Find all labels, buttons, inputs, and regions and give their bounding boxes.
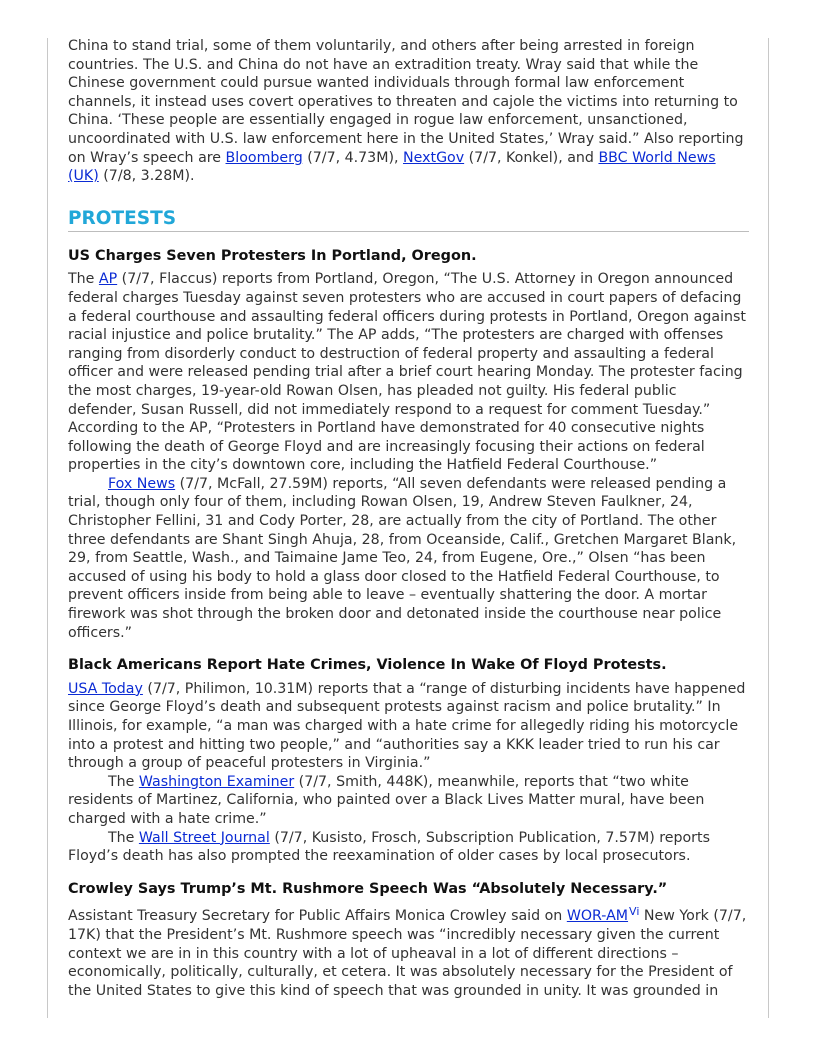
fox-news-link[interactable]: Fox News	[108, 475, 176, 492]
wall-street-journal-link[interactable]: Wall Street Journal	[138, 829, 270, 846]
story-title: US Charges Seven Protesters In Portland, Oregon.	[68, 247, 477, 264]
washington-examiner-link[interactable]: Washington Examiner	[138, 773, 295, 790]
page-border-left	[47, 38, 48, 1018]
nextgov-link[interactable]: NextGov	[403, 149, 465, 166]
story-paragraph: The AP (7/7, Flaccus) reports from Portland, Oregon, “The U.S. Attorney in Oregon announced federal charges Tuesday against seven protesters who are accused in court papers of defacing a federal courthouse and assaulting federal officers during protests in Portland, Oregon against racial injustice and police brutality.” The AP adds, “The protesters are charged with offenses ranging from disorderly conduct to destruction of federal property and assaulting a federal officer and were released pending trial after a brief court hearing Monday. The protester facing the most charges, 19-year-old Rowan Olsen, has pleaded not guilty. His federal public defender, Susan Russell, did not immediately respond to a request for comment Tuesday.” According to the AP, “Protesters in Portland have demonstrated for 40 consecutive nights following the death of George Floyd and are increasingly focusing their actions on federal properties in the city’s downtown core, including the Hatfield Federal Courthouse.”	[68, 271, 746, 474]
ap-link[interactable]: AP	[98, 271, 118, 288]
wor-am-link[interactable]: WOR-AM	[566, 908, 629, 925]
usa-today-link[interactable]: USA Today	[68, 680, 143, 697]
video-marker[interactable]: Vi	[629, 905, 640, 919]
bloomberg-link[interactable]: Bloomberg	[225, 149, 303, 166]
story-paragraph: Fox News (7/7, McFall, 27.59M) reports, “All seven defendants were released pending a trial, though only four of them, including Rowan Olsen, 19, Andrew Steven Faulkner, 24, Christopher Fellini, 31 and Cody Porter, 28, are actually from the city of Portland. The other three defendants are Shant Singh Ahuja, 28, from Oceanside, Calif., Gretchen Margaret Blank, 29, from Seattle, Wash., and Taimaine Jame Teo, 24, from Eugene, Ore.,” Olsen “has been accused of using his body to hold a glass door closed to the Hatfield Federal Courthouse, to prevent officers inside from being able to leave – eventually shattering the door. A mortar firework was shot through the broken door and detonated inside the courthouse near police officers.”	[68, 475, 737, 641]
section-title-protests: PROTESTS	[68, 208, 749, 232]
story-title: Crowley Says Trump’s Mt. Rushmore Speech Was “Absolutely Necessary.”	[68, 880, 668, 897]
story-paragraph: Assistant Treasury Secretary for Public Affairs Monica Crowley said on WOR-$AM^{Vi}$ New York (7/7, 17K) that the President’s Mt. Rushmore speech was “incredibly necessary given the current context we are in in this country with a lot of upheaval in a lot of different directions – economically, politically, culturally, et cetera. It was absolutely necessary for the President of the United States to give this kind of speech that was grounded in unity. It was grounded in	[68, 905, 747, 999]
document-content	[68, 37, 749, 1000]
page-border-right	[768, 38, 769, 1018]
bbc-world-news-link[interactable]: BBC World News (UK)	[68, 149, 716, 185]
story-paragraph: The Washington Examiner (7/7, Smith, 448K), meanwhile, reports that “two white residents of Martinez, California, who painted over a Black Lives Matter mural, have been charged with a hate crime.”	[68, 773, 705, 827]
story-paragraph: The Wall Street Journal (7/7, Kusisto, Frosch, Subscription Publication, 7.57M) reports Floyd’s death has also prompted the reexamination of older cases by local prosecutors.	[68, 829, 710, 865]
intro-paragraph: China to stand trial, some of them voluntarily, and others after being arrested in foreign countries. The U.S. and China do not have an extradition treaty. Wray said that while the Chinese government could pursue wanted individuals through formal law enforcement channels, it instead uses covert operatives to threaten and cajole the victims into returning to China. ‘These people are essentially engaged in rogue law enforcement, unsanctioned, uncoordinated with U.S. law enforcement here in the United States,’ Wray said.” Also reporting on Wray’s speech are Bloomberg (7/7, 4.73M), NextGov (7/7, Konkel), and BBC World News (UK) (7/8, 3.28M).	[68, 38, 744, 185]
story-title: Black Americans Report Hate Crimes, Violence In Wake Of Floyd Protests.	[68, 657, 667, 674]
story-paragraph: USA Today (7/7, Philimon, 10.31M) reports that a “range of disturbing incidents have happened since George Floyd’s death and subsequent protests against racism and police brutality.” In Illinois, for example, “a man was charged with a hate crime for allegedly riding his motorcycle into a protest and hitting two people,” and “authorities say a KKK leader tried to run his car through a group of peaceful protesters in Virginia.”	[68, 680, 746, 772]
